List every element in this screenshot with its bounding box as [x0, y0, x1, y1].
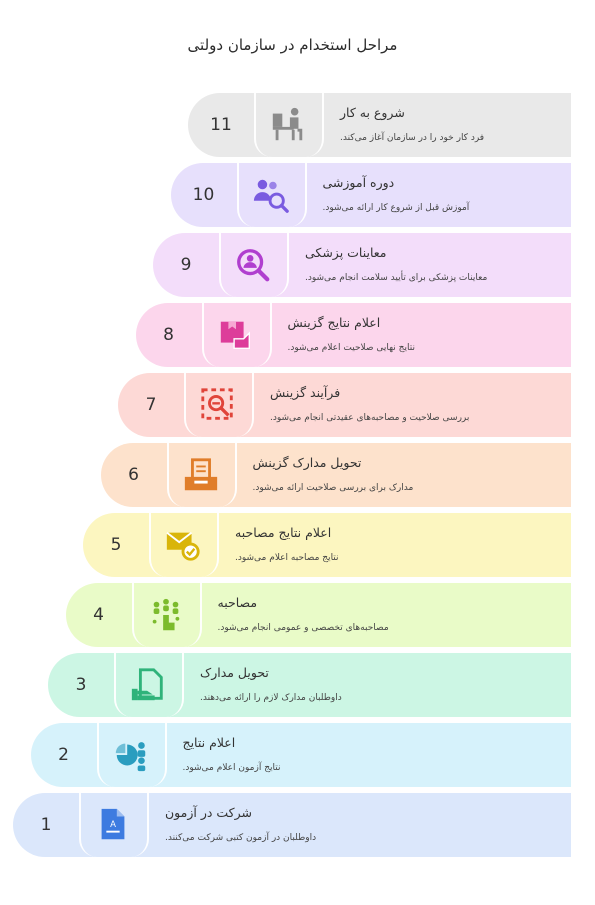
step-text [253, 443, 562, 507]
step-6 [101, 443, 572, 507]
step-text [305, 233, 561, 297]
handover-documents-icon [129, 666, 167, 704]
step-1 [13, 793, 571, 857]
step-icon-box [237, 163, 307, 227]
step-title: اعلام نتایج مصاحبه [235, 525, 332, 540]
step-icon-box [132, 583, 202, 647]
step-title: تحویل مدارک گزینش [252, 455, 362, 470]
pie-chart-people-icon [112, 736, 150, 774]
step-text [323, 163, 562, 227]
page-title: مراحل استخدام در سازمان دولتی [187, 36, 398, 54]
search-person-icon [234, 246, 272, 284]
step-title: معاینات پزشکی [305, 245, 387, 260]
step-5 [83, 513, 571, 577]
step-icon-box [167, 443, 237, 507]
step-icon-box [114, 653, 184, 717]
step-title: شرکت در آزمون [165, 805, 252, 820]
step-8 [136, 303, 572, 367]
step-icon-box [184, 373, 254, 437]
step-number: 11 [210, 115, 232, 135]
step-title: اعلام نتایج [182, 735, 236, 750]
step-text [288, 303, 562, 367]
step-icon-box [149, 513, 219, 577]
interview-people-icon [147, 596, 185, 634]
people-search-icon [252, 176, 290, 214]
step-icon-box [97, 723, 167, 787]
step-title: شروع به کار [340, 105, 405, 120]
step-number: 5 [110, 535, 122, 555]
box-hand-icon [217, 316, 255, 354]
file-tray-icon [182, 456, 220, 494]
step-title: دوره آموزشی [322, 175, 395, 190]
step-2 [31, 723, 572, 787]
svg-text:A: A [110, 819, 116, 830]
step-9 [153, 233, 571, 297]
step-description: معاینات پزشکی برای تأیید سلامت انجام می‌شود. [305, 273, 488, 283]
step-text [200, 653, 561, 717]
step-7 [118, 373, 571, 437]
step-number: 1 [40, 815, 52, 835]
step-number: 8 [163, 325, 174, 345]
step-text [218, 583, 562, 647]
step-description: نتایج آزمون اعلام می‌شود. [182, 763, 281, 773]
step-10 [171, 163, 572, 227]
step-description: داوطلبان در آزمون کتبی شرکت می‌کنند. [165, 833, 317, 843]
step-4 [66, 583, 572, 647]
step-description: داوطلبان مدارک لازم را ارائه می‌دهند. [200, 693, 342, 703]
step-number: 9 [180, 255, 192, 275]
step-11 [188, 93, 571, 157]
step-description: مدارک برای بررسی صلاحیت ارائه می‌شود. [252, 483, 414, 493]
step-description: آموزش قبل از شروع کار ارائه می‌شود. [322, 203, 470, 213]
step-text [340, 93, 561, 157]
step-icon-box [79, 793, 149, 857]
step-description: فرد کار خود را در سازمان آغاز می‌کند. [340, 133, 485, 143]
step-icon-box [219, 233, 289, 297]
step-description: مصاحبه‌های تخصصی و عمومی انجام می‌شود. [217, 623, 389, 633]
step-icon-box [202, 303, 272, 367]
document-icon [94, 806, 132, 844]
step-title: اعلام نتایج گزینش [287, 315, 381, 330]
step-number: 3 [75, 675, 87, 695]
step-description: بررسی صلاحیت و مصاحبه‌های عقیدتی انجام می‌شود. [270, 413, 470, 423]
step-text [165, 793, 561, 857]
step-text [235, 513, 561, 577]
person-at-desk-icon [269, 106, 307, 144]
step-3 [48, 653, 571, 717]
step-description: نتایج مصاحبه اعلام می‌شود. [235, 553, 339, 563]
step-number: 7 [145, 395, 157, 415]
step-title: فرآیند گزینش [270, 385, 341, 400]
step-number: 2 [58, 745, 69, 765]
step-text [183, 723, 562, 787]
step-title: تحویل مدارک [200, 665, 269, 680]
zoom-out-select-icon [199, 386, 237, 424]
mail-check-icon [164, 526, 202, 564]
step-description: نتایج نهایی صلاحیت اعلام می‌شود. [287, 343, 415, 353]
step-number: 10 [192, 185, 215, 205]
step-number: 4 [93, 605, 104, 625]
step-text [270, 373, 561, 437]
step-icon-box [254, 93, 324, 157]
step-title: مصاحبه [217, 595, 258, 610]
step-number: 6 [128, 465, 139, 485]
